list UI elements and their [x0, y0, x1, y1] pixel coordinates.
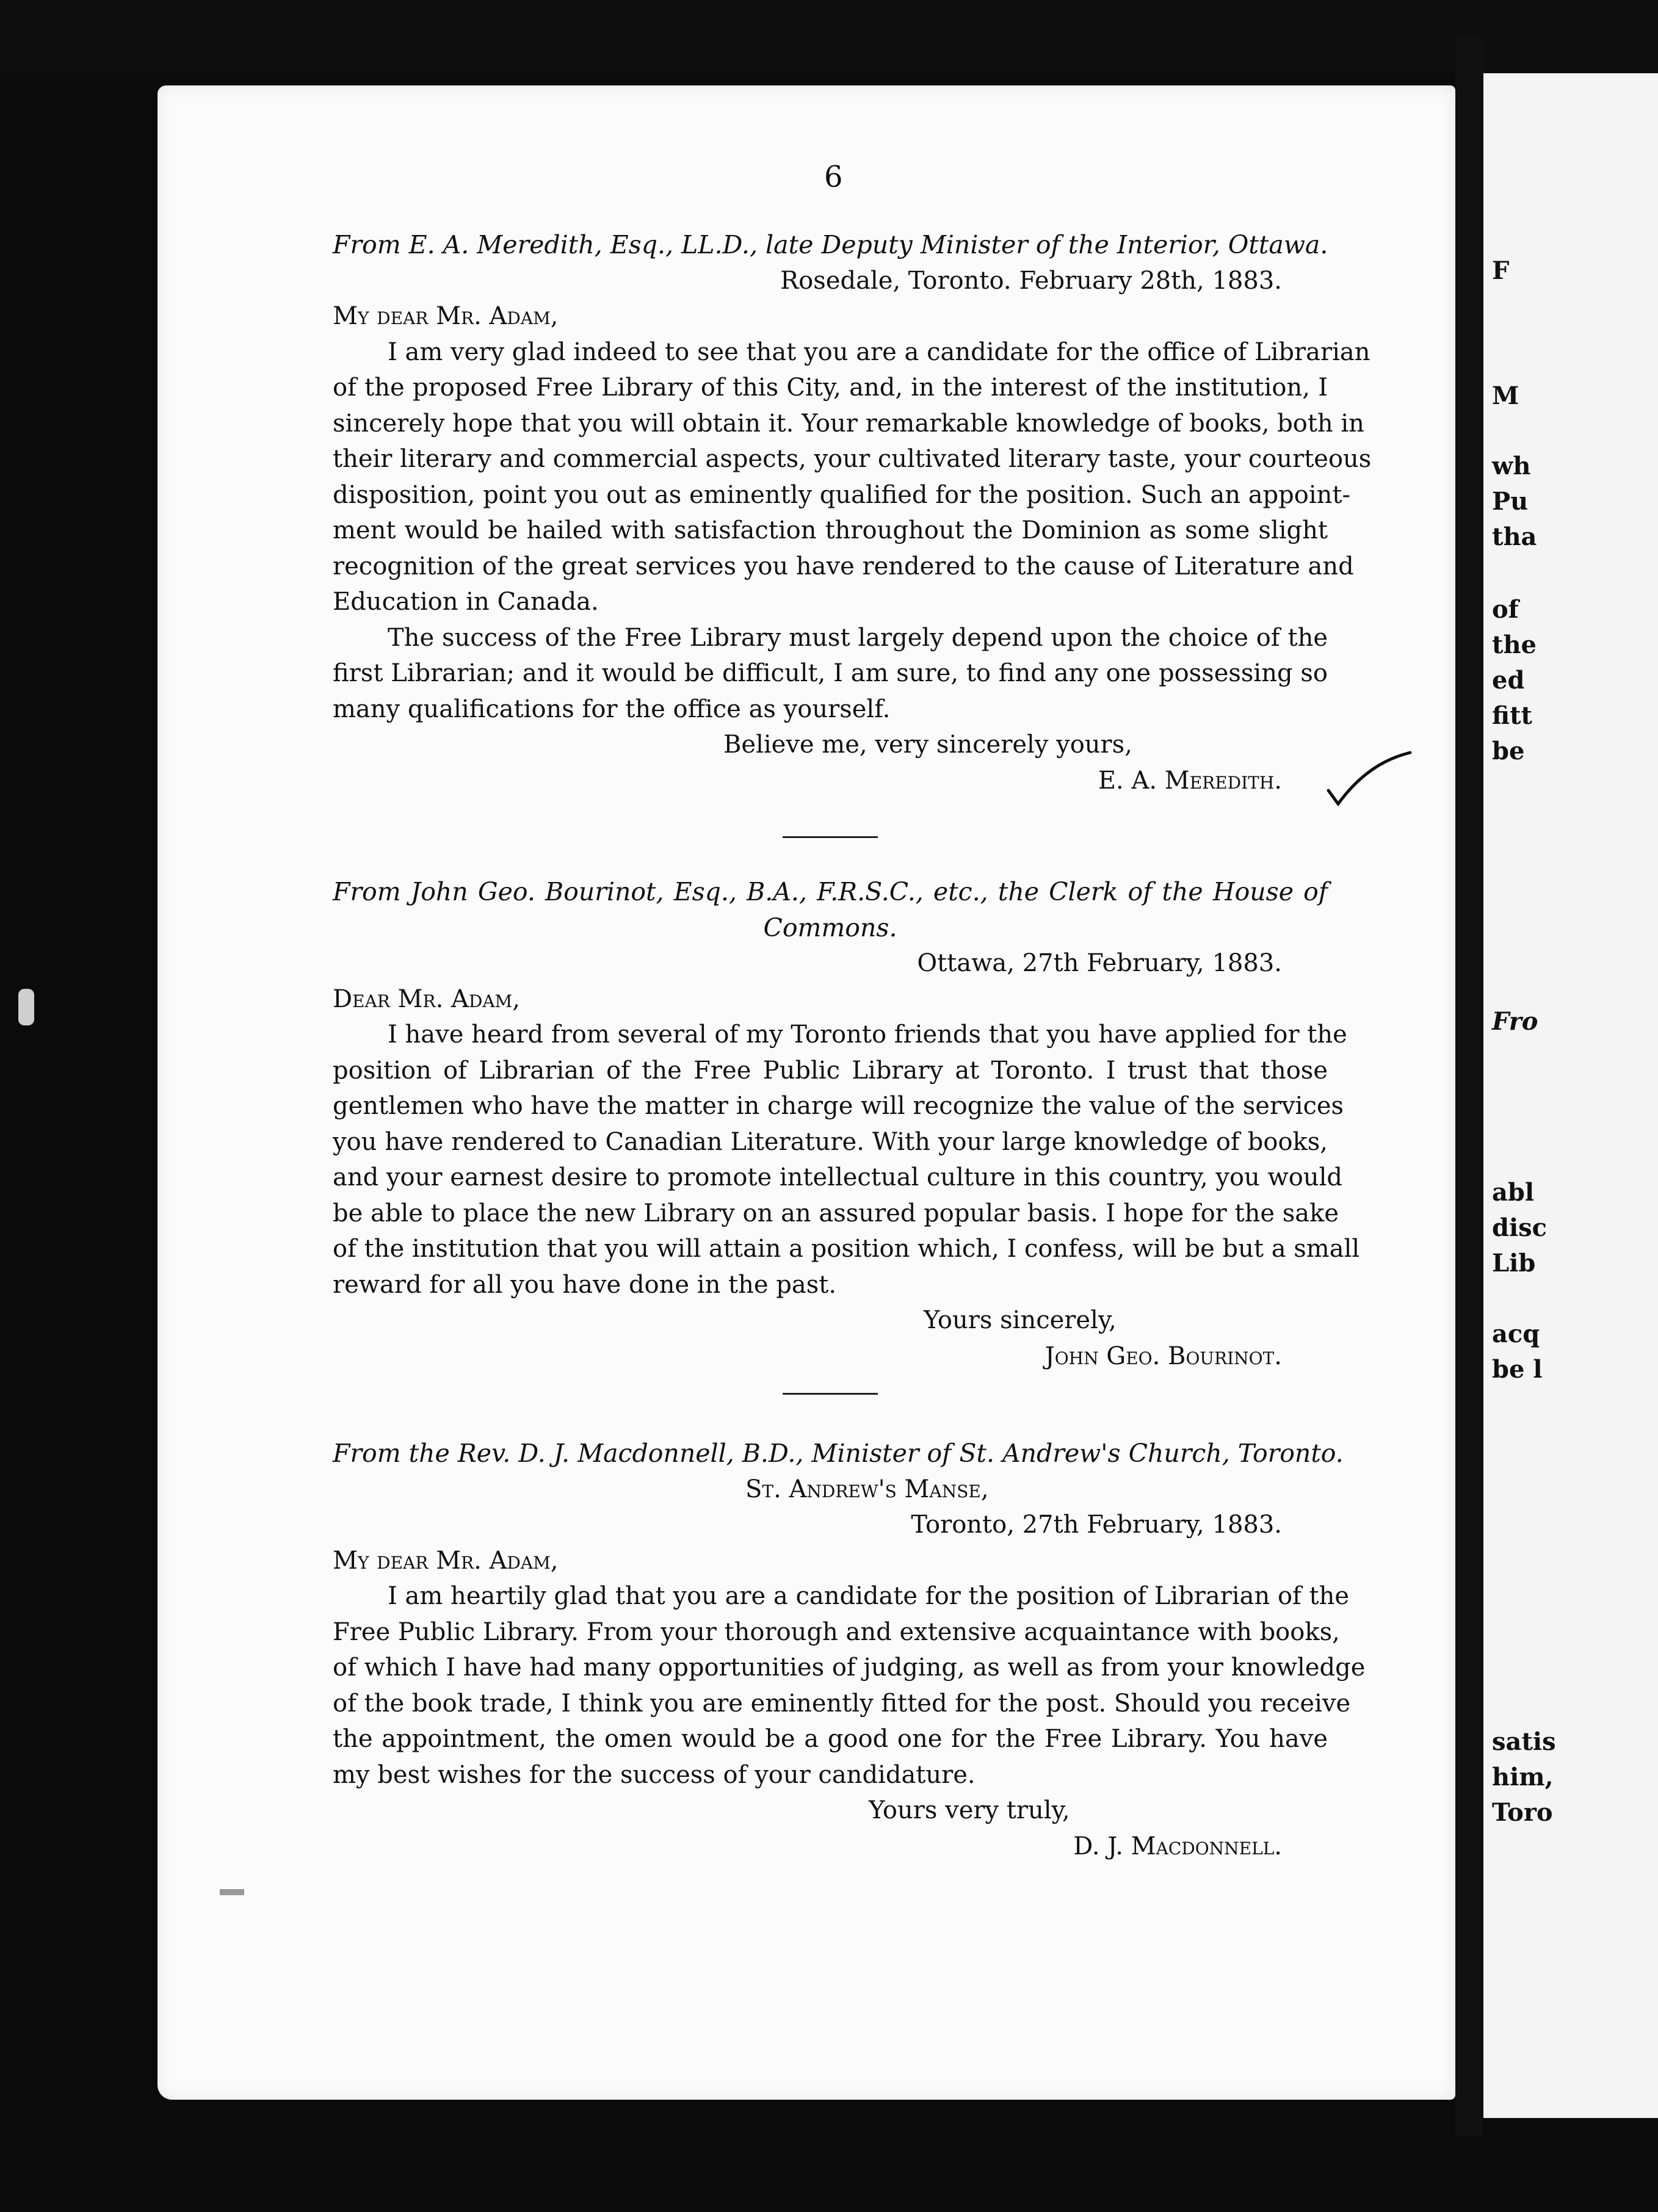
facing-page-fragment: M: [1492, 381, 1519, 410]
letter-body-line: disposition, point you out as eminently qualified for the position. Such an appoint-: [333, 480, 1350, 509]
facing-page-fragment: be l: [1492, 1355, 1543, 1384]
letter-body-line: the appointment, the omen would be a good one for the Free Library. You have: [333, 1725, 1328, 1753]
letter-body-line: of which I have had many opportunities of judging, as well as from your knowledge: [333, 1654, 1366, 1682]
section-divider: [783, 836, 878, 838]
scan-background: [0, 0, 1658, 73]
letter-place-date: Rosedale, Toronto. February 28th, 1883.: [780, 266, 1282, 295]
letter-closing: Believe me, very sincerely yours,: [723, 731, 1132, 759]
facing-page-fragment: disc: [1492, 1213, 1548, 1242]
letter-body-line: ment would be hailed with satisfaction throughout the Dominion as some slight: [333, 516, 1328, 544]
letter-heading: From the Rev. D. J. Macdonnell, B.D., Minister of St. Andrew's Church, Toronto.: [333, 1439, 1344, 1468]
letter-signature: E. A. Meredith.: [1098, 766, 1282, 795]
letter-place-date: Ottawa, 27th February, 1883.: [917, 949, 1282, 977]
facing-page-fragment: abl: [1492, 1178, 1535, 1207]
facing-page-fragment: him,: [1492, 1763, 1554, 1791]
scan-artifact: [18, 989, 34, 1025]
letter-salutation: My dear Mr. Adam,: [333, 302, 559, 330]
page-number: 6: [824, 160, 843, 194]
letter-body-line: I am heartily glad that you are a candidate for the position of Librarian of the: [388, 1582, 1350, 1610]
scan-artifact: [220, 1889, 244, 1895]
letter-body-line: position of Librarian of the Free Public Library at Toronto. I trust that those: [333, 1056, 1328, 1085]
letter-body-line: The success of the Free Library must largely depend upon the choice of the: [388, 623, 1328, 652]
letter-closing: Yours sincerely,: [924, 1306, 1117, 1334]
letter-bourinot: [333, 874, 1360, 1374]
letter-salutation: My dear Mr. Adam,: [333, 1546, 559, 1575]
facing-page-fragment: fitt: [1492, 701, 1533, 730]
facing-page-fragment: Fro: [1492, 1007, 1538, 1036]
letter-body-line: Education in Canada.: [333, 588, 599, 616]
letter-body-line: and your earnest desire to promote intellectual culture in this country, you would: [333, 1163, 1343, 1191]
letter-macdonnell: [333, 1436, 1366, 1864]
letter-heading: From John Geo. Bourinot, Esq., B.A., F.R.S.C., etc., the Clerk of the House of: [333, 877, 1328, 906]
letter-place: St. Andrew's Manse,: [745, 1475, 989, 1503]
letter-place-date: Toronto, 27th February, 1883.: [911, 1511, 1282, 1539]
letter-body-line: you have rendered to Canadian Literature. With your large knowledge of books,: [333, 1127, 1328, 1156]
facing-page-fragment: satis: [1492, 1727, 1556, 1756]
letter-heading: From E. A. Meredith, Esq., LL.D., late Deputy Minister of the Interior, Ottawa.: [333, 230, 1328, 259]
letter-body-line: I am very glad indeed to see that you are a candidate for the office of Librarian: [388, 338, 1370, 366]
letter-body-line: recognition of the great services you have rendered to the cause of Literature and: [333, 552, 1354, 580]
letter-body-line: first Librarian; and it would be difficult, I am sure, to find any one possessing so: [333, 659, 1328, 687]
facing-page-fragment: acq: [1492, 1320, 1540, 1348]
letter-signature: John Geo. Bourinot.: [1044, 1342, 1282, 1370]
letter-body-line: Free Public Library. From your thorough and extensive acquaintance with books,: [333, 1617, 1340, 1646]
facing-page-fragment: tha: [1492, 522, 1537, 551]
letter-body-line: sincerely hope that you will obtain it. Your remarkable knowledge of books, both in: [333, 409, 1364, 438]
check-mark-annotation: [1325, 748, 1416, 815]
letter-closing: Yours very truly,: [869, 1796, 1070, 1824]
letter-heading-cont: Commons.: [763, 913, 897, 942]
letter-body-line: be able to place the new Library on an assured popular basis. I hope for the sake: [333, 1199, 1339, 1227]
facing-page-fragment: be: [1492, 737, 1525, 765]
book-gutter: [1455, 37, 1483, 2136]
letter-body-line: their literary and commercial aspects, your cultivated literary taste, your courteous: [333, 445, 1372, 473]
facing-page-fragment: Toro: [1492, 1798, 1553, 1827]
letter-salutation: Dear Mr. Adam,: [333, 985, 520, 1013]
letter-body-line: I have heard from several of my Toronto friends that you have applied for the: [388, 1021, 1347, 1049]
letter-body-line: of the institution that you will attain a position which, I confess, will be but a small: [333, 1235, 1360, 1263]
facing-page-fragment: of: [1492, 595, 1519, 624]
letter-body-line: my best wishes for the success of your candidature.: [333, 1760, 976, 1789]
facing-page-fragment: the: [1492, 631, 1537, 659]
facing-page-fragment: F: [1492, 256, 1510, 285]
facing-page: [1483, 73, 1658, 2118]
letter-body-line: many qualifications for the office as yourself.: [333, 695, 891, 723]
letter-body-line: of the book trade, I think you are eminently fitted for the post. Should you receive: [333, 1689, 1351, 1718]
facing-page-fragment: ed: [1492, 666, 1525, 695]
facing-page-fragment: Lib: [1492, 1249, 1536, 1278]
letter-body-line: of the proposed Free Library of this City, and, in the interest of the institution, I: [333, 374, 1328, 402]
facing-page-fragment: wh: [1492, 452, 1531, 480]
section-divider: [783, 1393, 878, 1395]
letter-body-line: reward for all you have done in the past.: [333, 1270, 837, 1299]
letter-meredith: [333, 227, 1372, 798]
letter-signature: D. J. Macdonnell.: [1073, 1832, 1282, 1860]
facing-page-fragment: Pu: [1492, 487, 1529, 516]
letter-body-line: gentlemen who have the matter in charge will recognize the value of the services: [333, 1092, 1344, 1120]
